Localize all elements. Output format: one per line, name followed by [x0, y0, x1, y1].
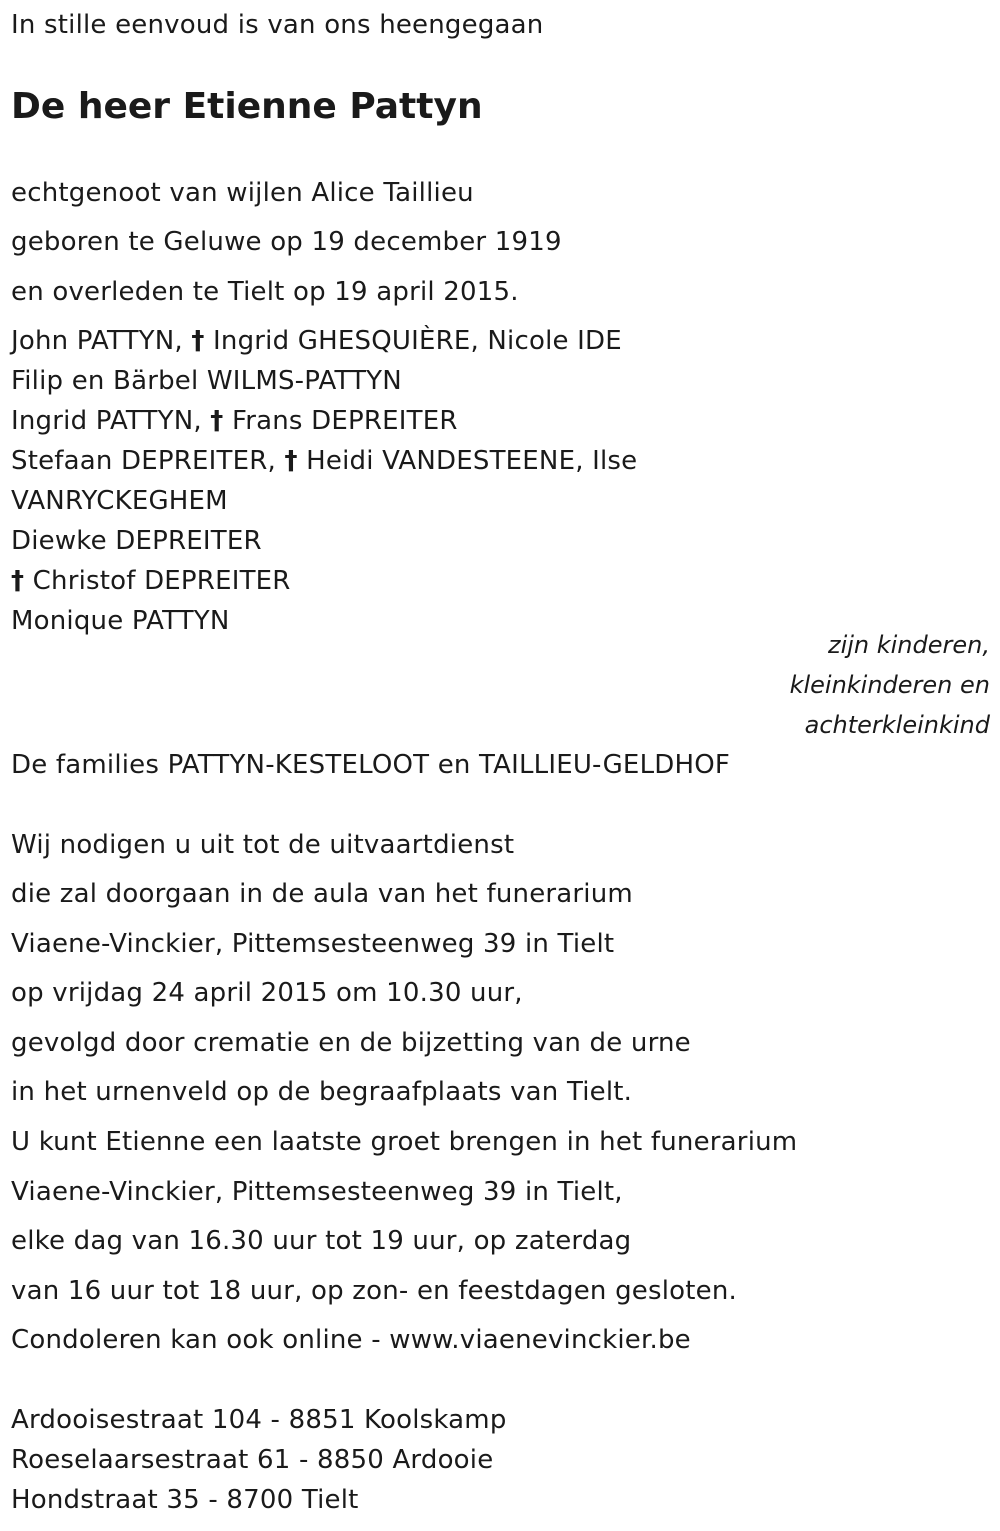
invitation-line-3: Viaene-Vinckier, Pittemsesteenweg 39 in Tielt	[11, 929, 615, 959]
spouse-line: echtgenoot van wijlen Alice Taillieu	[11, 178, 474, 208]
relation-line-3: achterkleinkind	[804, 711, 990, 739]
invitation-line-2: die zal doorgaan in de aula van het funerarium	[11, 879, 633, 909]
family-name: Frans DEPREITER	[231, 406, 458, 436]
family-line-2: Filip en Bärbel WILMS-PATTYN	[11, 366, 402, 396]
birth-line: geboren te Geluwe op 19 december 1919	[11, 227, 562, 257]
death-line: en overleden te Tielt op 19 april 2015.	[11, 277, 519, 307]
family-line-6: Diewke DEPREITER	[11, 526, 262, 556]
invitation-line-7: U kunt Etienne een laatste groet brengen in het funerarium	[11, 1127, 798, 1157]
cross-icon: †	[210, 406, 224, 436]
address-line-1: Ardooisestraat 104 - 8851 Koolskamp	[11, 1405, 507, 1435]
family-line-3	[11, 405, 458, 437]
cross-icon: †	[11, 566, 25, 596]
family-line-1	[11, 325, 622, 357]
family-line-7	[11, 565, 291, 597]
family-name: Heidi VANDESTEENE, Ilse	[306, 446, 638, 476]
family-line-4	[11, 445, 637, 477]
relation-line-1: zijn kinderen,	[827, 631, 990, 659]
relation-line-2: kleinkinderen en	[789, 671, 990, 699]
family-line-5: VANRYCKEGHEM	[11, 486, 228, 516]
invitation-line-8: Viaene-Vinckier, Pittemsesteenweg 39 in Tielt,	[11, 1177, 623, 1207]
invitation-line-1: Wij nodigen u uit tot de uitvaartdienst	[11, 830, 515, 860]
deceased-name: De heer Etienne Pattyn	[11, 86, 483, 127]
family-line-8: Monique PATTYN	[11, 606, 230, 636]
invitation-line-10: van 16 uur tot 18 uur, op zon- en feestdagen gesloten.	[11, 1276, 737, 1306]
cross-icon: †	[191, 326, 205, 356]
family-name: Stefaan DEPREITER,	[11, 446, 276, 476]
family-name: Christof DEPREITER	[32, 566, 291, 596]
address-line-2: Roeselaarsestraat 61 - 8850 Ardooie	[11, 1445, 494, 1475]
families-line: De families PATTYN-KESTELOOT en TAILLIEU-GELDHOF	[11, 750, 731, 780]
intro-text: In stille eenvoud is van ons heengegaan	[11, 10, 544, 40]
condolence-line: Condoleren kan ook online - www.viaenevinckier.be	[11, 1325, 691, 1355]
invitation-line-9: elke dag van 16.30 uur tot 19 uur, op zaterdag	[11, 1226, 632, 1256]
invitation-line-6: in het urnenveld op de begraafplaats van Tielt.	[11, 1077, 633, 1107]
invitation-line-4: op vrijdag 24 april 2015 om 10.30 uur,	[11, 978, 523, 1008]
family-name: Ingrid PATTYN,	[11, 406, 202, 436]
family-name: John PATTYN,	[11, 326, 183, 356]
cross-icon: †	[284, 446, 298, 476]
invitation-line-5: gevolgd door crematie en de bijzetting van de urne	[11, 1028, 691, 1058]
family-name: Ingrid GHESQUIÈRE, Nicole IDE	[213, 326, 622, 356]
address-line-3: Hondstraat 35 - 8700 Tielt	[11, 1485, 359, 1515]
